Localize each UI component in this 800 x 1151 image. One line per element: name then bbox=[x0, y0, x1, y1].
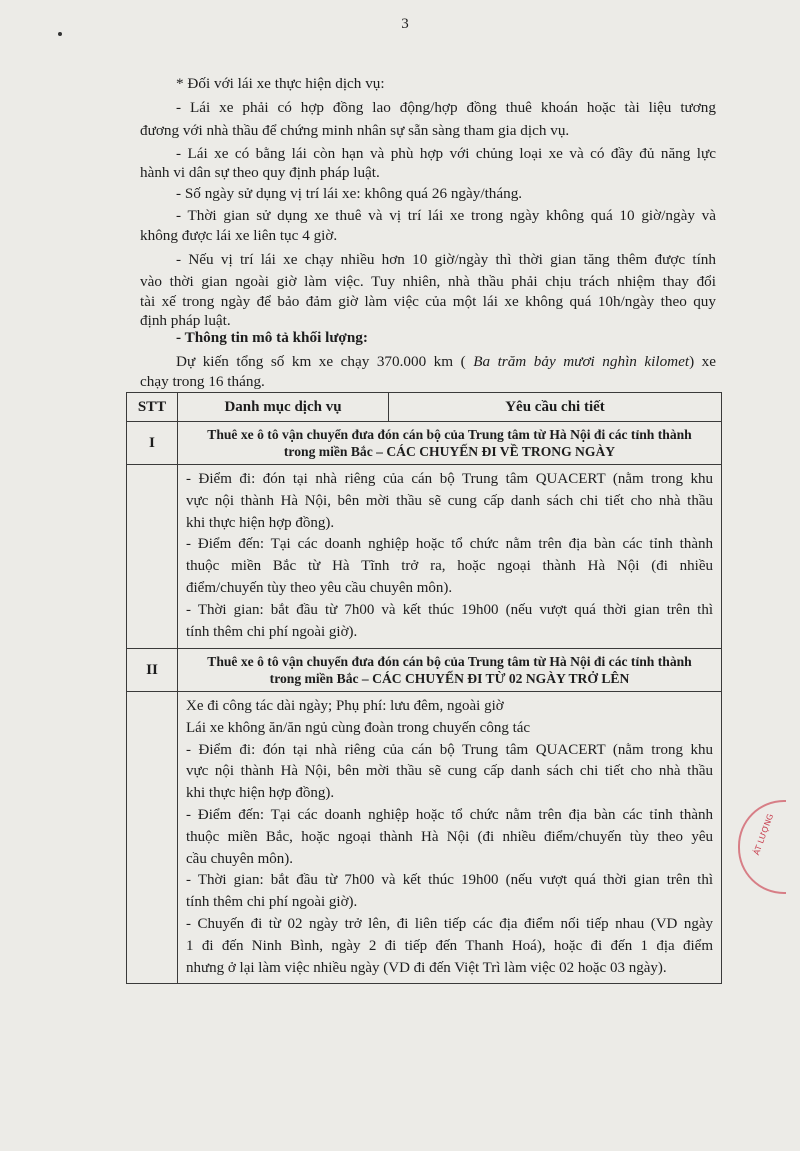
service-table bbox=[126, 392, 722, 984]
header-stt: STT bbox=[127, 393, 178, 422]
section-2-stt: II bbox=[127, 649, 178, 692]
content-line: - Thời gian: bắt đầu từ 7h00 và kết thúc 19h00 (nếu vượt quá thời gian trên thì bbox=[186, 872, 713, 889]
content-line: - Điểm đi: đón tại nhà riêng của cán bộ Trung tâm QUACERT (nằm trong khu bbox=[186, 471, 713, 487]
volume-line-2: chạy trong 16 tháng. bbox=[140, 373, 265, 390]
intro-line: - Thời gian sử dụng xe thuê và vị trí lái xe trong ngày không quá 10 giờ/ngày và bbox=[176, 207, 716, 224]
content-line: - Chuyến đi từ 02 ngày trở lên, đi liên tiếp các địa điểm nối tiếp nhau (VD ngày bbox=[186, 915, 713, 932]
content-line: Lái xe không ăn/ăn ngủ cùng đoàn trong chuyến công tác bbox=[186, 719, 531, 736]
intro-line: không được lái xe liên tục 4 giờ. bbox=[140, 227, 338, 244]
content-line: - Điểm đến: Tại các doanh nghiệp hoặc tổ chức nằm trên địa bàn các tỉnh thành bbox=[186, 536, 713, 553]
intro-line: định pháp luật. bbox=[140, 312, 231, 329]
content-line: tính thêm chi phí ngoài giờ). bbox=[186, 894, 358, 911]
section-2-content bbox=[178, 692, 722, 984]
content-line: Xe đi công tác dài ngày; Phụ phí: lưu đêm, ngoài giờ bbox=[186, 698, 504, 714]
section-2-content-row bbox=[127, 692, 722, 984]
section-2-stt-empty bbox=[127, 692, 178, 984]
intro-line: - Số ngày sử dụng vị trí lái xe: không quá 26 ngày/tháng. bbox=[176, 185, 523, 202]
content-line: vực nội thành Hà Nội, bên mời thầu sẽ cung cấp danh sách chi tiết cho nhà thầu bbox=[186, 763, 713, 780]
content-line: 1 đi đến Ninh Bình, ngày 2 đi tiếp đến Thanh Hoá), hoặc đi đến 1 địa điểm bbox=[186, 937, 713, 954]
scan-mark bbox=[58, 32, 62, 36]
intro-line: - Nếu vị trí lái xe chạy nhiều hơn 10 giờ/ngày thì thời gian tăng thêm được tính bbox=[176, 251, 716, 268]
content-line: - Điểm đến: Tại các doanh nghiệp hoặc tổ chức nằm trên địa bàn các tỉnh thành bbox=[186, 806, 713, 823]
content-line: cầu chuyên môn). bbox=[186, 850, 294, 867]
content-line: tính thêm chi phí ngoài giờ). bbox=[186, 623, 358, 640]
section-2-title-row bbox=[127, 649, 722, 692]
intro-line: - Lái xe có bằng lái còn hạn và phù hợp với chủng loại xe và có đầy đủ năng lực bbox=[176, 145, 716, 162]
header-service: Danh mục dịch vụ bbox=[178, 393, 389, 422]
volume-line-1: Dự kiến tổng số km xe chạy 370.000 km ( Ba trăm bảy mươi nghìn kilomet) xe bbox=[176, 353, 716, 370]
intro-line: đương với nhà thầu để chứng minh nhân sự sẵn sàng tham gia dịch vụ. bbox=[140, 122, 570, 139]
content-line: khi thực hiện hợp đồng). bbox=[186, 514, 335, 531]
volume-heading: - Thông tin mô tả khối lượng: bbox=[176, 329, 368, 346]
content-line: khi thực hiện hợp đồng). bbox=[186, 785, 335, 802]
content-line: điểm/chuyến tùy theo yêu cầu chuyên môn). bbox=[186, 579, 453, 596]
intro-line: tài xế trong ngày để bảo đảm giờ làm việc của một lái xe không quá 10h/ngày theo quy bbox=[140, 293, 716, 310]
content-line: vực nội thành Hà Nội, bên mời thầu sẽ cung cấp danh sách chi tiết cho nhà thầu bbox=[186, 492, 713, 509]
intro-line: * Đối với lái xe thực hiện dịch vụ: bbox=[176, 75, 385, 92]
intro-line: vào thời gian ngoài giờ làm việc. Tuy nhiên, nhà thầu phải chịu trách nhiệm thay đổi bbox=[140, 273, 716, 290]
content-line: thuộc miền Bắc, hoặc ngoại thành Hà Nội (đi nhiều điểm/chuyến tùy theo yêu bbox=[186, 828, 713, 845]
section-2-title: Thuê xe ô tô vận chuyển đưa đón cán bộ của Trung tâm từ Hà Nội đi các tỉnh thành trong miền Bắc – CÁC CHUYẾN ĐI TỪ 02 NGÀY TRỞ LÊN bbox=[178, 649, 722, 692]
section-1-title-row bbox=[127, 422, 722, 465]
section-1-stt-empty bbox=[127, 465, 178, 649]
section-1-title: Thuê xe ô tô vận chuyển đưa đón cán bộ của Trung tâm từ Hà Nội đi các tỉnh thành trong miền Bắc – CÁC CHUYẾN ĐI VỀ TRONG NGÀY bbox=[178, 422, 722, 465]
header-detail: Yêu cầu chi tiết bbox=[389, 393, 722, 422]
content-line: - Điểm đi: đón tại nhà riêng của cán bộ Trung tâm QUACERT (nằm trong khu bbox=[186, 741, 713, 758]
intro-line: - Lái xe phải có hợp đồng lao động/hợp đồng thuê khoán hoặc tài liệu tương bbox=[176, 99, 716, 116]
content-line: thuộc miền Bắc từ Hà Tĩnh trở ra, hoặc ngoại thành Hà Nội (đi nhiều bbox=[186, 558, 713, 575]
section-1-content-row bbox=[127, 465, 722, 649]
section-1-content bbox=[178, 465, 722, 649]
page-number: 3 bbox=[401, 16, 409, 32]
stamp-text: ÁT LƯỢNG bbox=[751, 812, 776, 857]
intro-line: hành vi dân sự theo quy định pháp luật. bbox=[140, 164, 380, 181]
section-1-stt: I bbox=[127, 422, 178, 465]
content-line: nhưng ở lại làm việc nhiều ngày (VD đi đến Việt Trì làm việc 02 hoặc 03 ngày). bbox=[186, 959, 667, 976]
content-line: - Thời gian: bắt đầu từ 7h00 và kết thúc 19h00 (nếu vượt quá thời gian trên thì bbox=[186, 601, 713, 618]
table-header-row bbox=[127, 393, 722, 422]
